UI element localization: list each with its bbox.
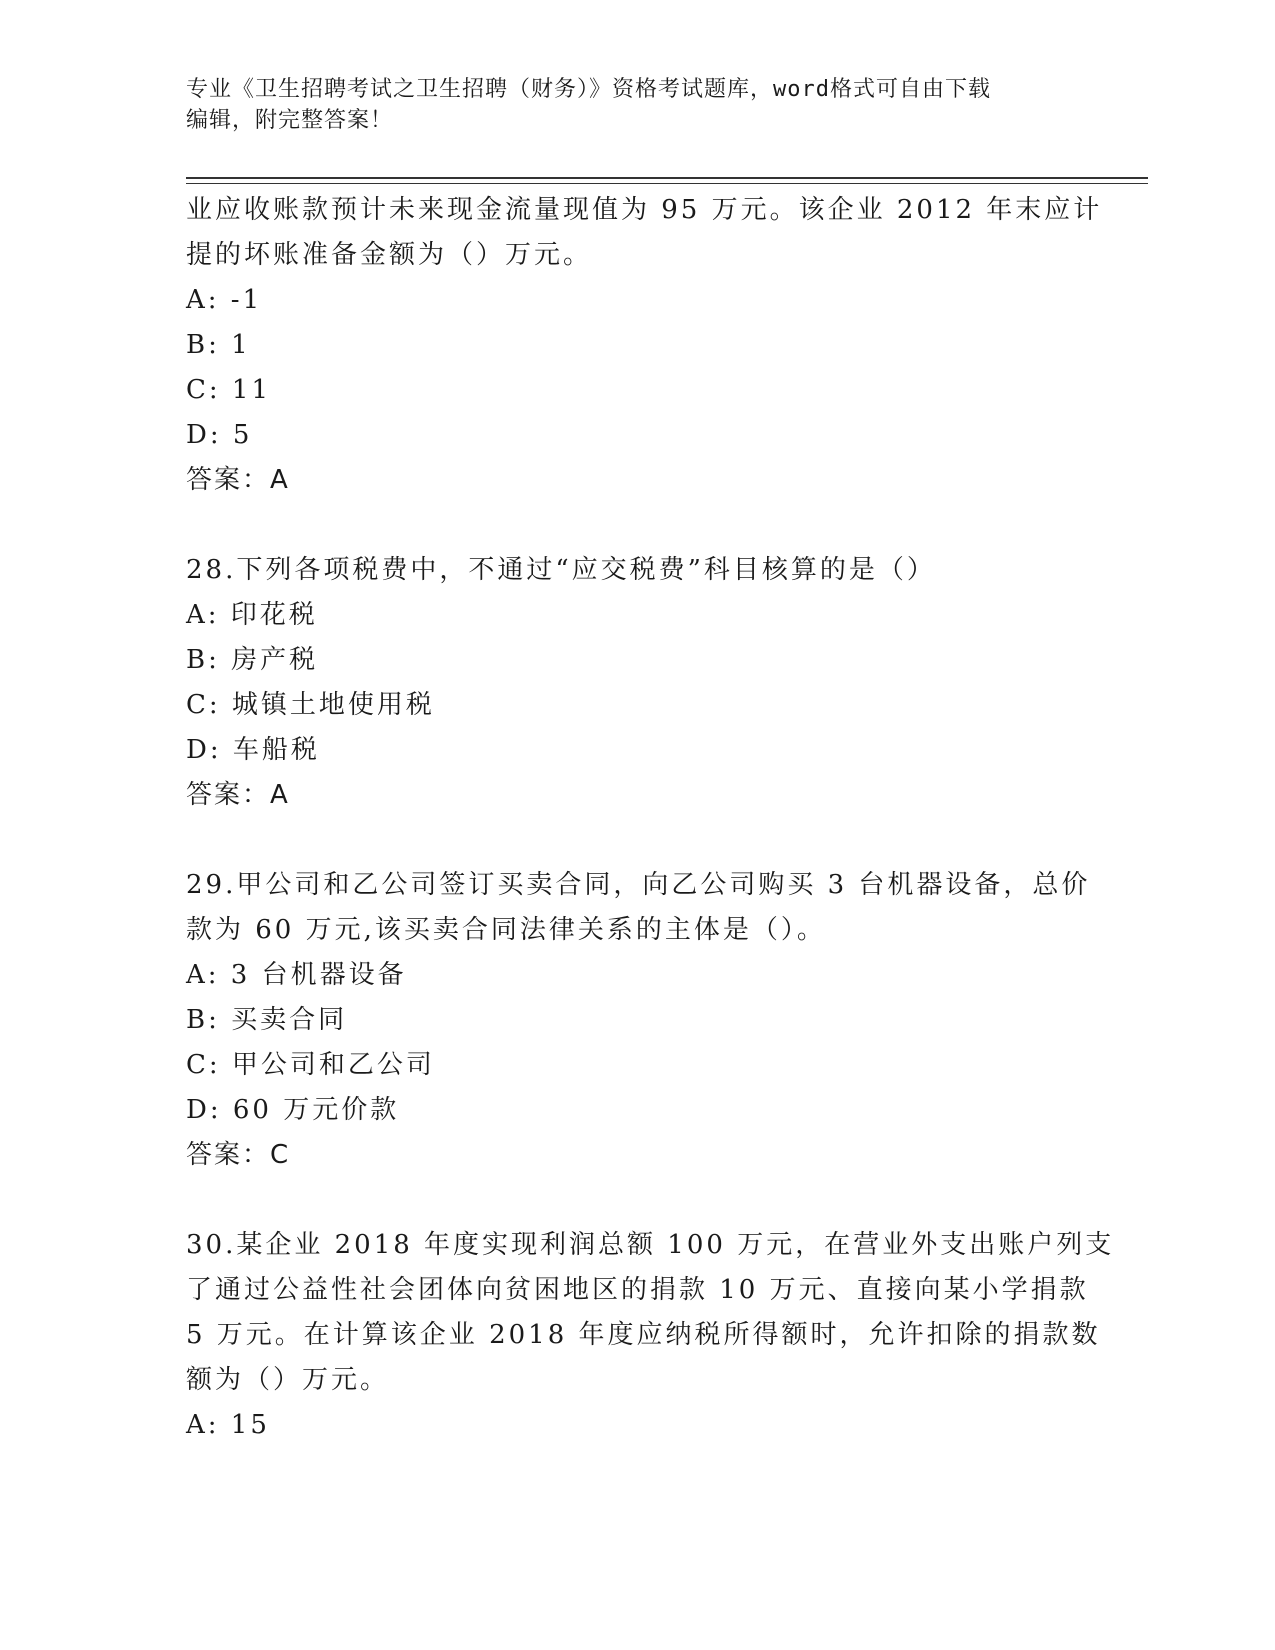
question-list <box>186 188 1115 1448</box>
question-27 <box>186 188 1103 503</box>
option-a: A: 15 <box>186 1410 270 1440</box>
header-divider-thin <box>186 183 1148 184</box>
answer-line: 答案：A <box>186 780 290 810</box>
question-stem-line: 28.下列各项税费中，不通过“应交税费”科目核算的是（） <box>186 555 936 585</box>
spacer <box>186 1178 1086 1223</box>
header-line-2: 编辑，附完整答案！ <box>186 108 394 133</box>
option-c: C: 甲公司和乙公司 <box>186 1050 435 1080</box>
option-a: A: -1 <box>186 285 263 315</box>
question-30 <box>186 1223 1115 1448</box>
option-c: C: 城镇土地使用税 <box>186 690 435 720</box>
option-a: A: 印花税 <box>186 600 318 630</box>
question-stem-line: 提的坏账准备金额为（）万元。 <box>186 240 593 270</box>
answer-line: 答案：A <box>186 465 290 495</box>
spacer <box>186 503 1086 548</box>
question-stem-line: 5 万元。在计算该企业 2018 年度应纳税所得额时，允许扣除的捐款数 <box>186 1320 1101 1350</box>
header-divider-thick <box>186 177 1148 179</box>
question-stem-line: 业应收账款预计未来现金流量现值为 95 万元。该企业 2012 年末应计 <box>186 195 1103 225</box>
document-header <box>186 74 1066 136</box>
option-b: B: 房产税 <box>186 645 319 675</box>
question-stem-line: 29.甲公司和乙公司签订买卖合同，向乙公司购买 3 台机器设备，总价 <box>186 870 1091 900</box>
option-b: B: 1 <box>186 330 251 360</box>
option-d: D: 60 万元价款 <box>186 1095 400 1125</box>
question-29 <box>186 863 1091 1178</box>
question-28 <box>186 548 1086 818</box>
answer-line: 答案：C <box>186 1140 291 1170</box>
question-stem-line: 30.某企业 2018 年度实现利润总额 100 万元，在营业外支出账户列支 <box>186 1230 1115 1260</box>
option-b: B: 买卖合同 <box>186 1005 348 1035</box>
question-stem-line: 额为（）万元。 <box>186 1365 390 1395</box>
option-d: D: 车船税 <box>186 735 320 765</box>
option-d: D: 5 <box>186 420 253 450</box>
header-line-1: 专业《卫生招聘考试之卫生招聘（财务）》资格考试题库，word格式可自由下载 <box>186 77 991 102</box>
option-a: A: 3 台机器设备 <box>186 960 407 990</box>
question-stem-line: 了通过公益性社会团体向贫困地区的捐款 10 万元、直接向某小学捐款 <box>186 1275 1089 1305</box>
option-c: C: 11 <box>186 375 272 405</box>
spacer <box>186 818 1086 863</box>
question-stem-line: 款为 60 万元,该买卖合同法律关系的主体是（）。 <box>186 915 826 945</box>
